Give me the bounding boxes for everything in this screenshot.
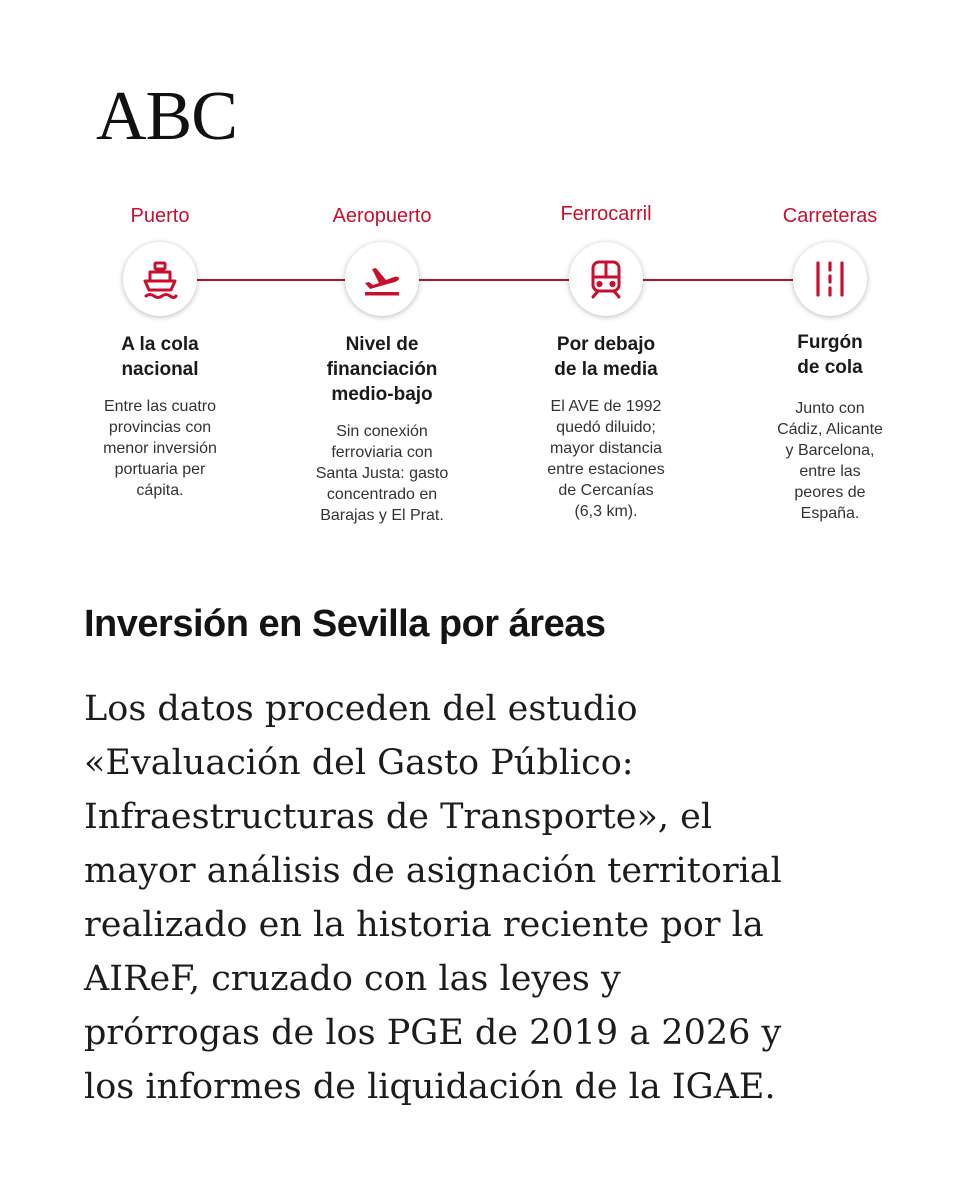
stage-heading: A la cola nacional	[121, 334, 199, 380]
stage-title: Puerto	[130, 205, 190, 227]
stage-title: Carreteras	[782, 205, 878, 227]
stage-heading: Nivel de financiación medio-bajo	[326, 334, 438, 405]
transport-timeline	[70, 190, 890, 570]
stage-aeropuerto	[292, 190, 472, 526]
ship-icon	[138, 257, 182, 301]
plane-takeoff-icon	[360, 257, 404, 301]
body-line: Infraestructuras de Transporte», el	[84, 797, 713, 837]
body-line: Los datos proceden del estudio	[84, 689, 638, 729]
stage-description: Junto con Cádiz, Alicante y Barcelona, entre las peores de España.	[777, 400, 883, 522]
stage-carreteras	[740, 190, 920, 524]
stage-icon-circle	[345, 242, 419, 316]
stage-puerto	[70, 190, 250, 501]
abc-logo: ABC	[96, 78, 237, 155]
stage-icon-circle	[123, 242, 197, 316]
road-icon	[808, 257, 852, 301]
stage-icon-circle	[793, 242, 867, 316]
body-line: prórrogas de los PGE de 2019 a 2026 y	[84, 1013, 782, 1053]
train-icon	[584, 257, 628, 301]
stage-title: Aeropuerto	[332, 205, 432, 227]
stage-title: Ferrocarril	[560, 203, 652, 225]
article-body	[84, 682, 884, 1114]
body-line: mayor análisis de asignación territorial	[84, 851, 782, 891]
stage-heading: Por debajo de la media	[554, 334, 658, 380]
section-title: Inversión en Sevilla por áreas	[84, 603, 606, 645]
stage-icon-circle	[569, 242, 643, 316]
stage-description: Sin conexión ferroviaria con Santa Justa: gasto concentrado en Barajas y El Prat.	[315, 423, 449, 524]
stage-description: Entre las cuatro provincias con menor inversión portuaria per cápita.	[103, 398, 217, 499]
stage-ferrocarril	[516, 190, 696, 522]
stage-description: El AVE de 1992 quedó diluido; mayor distancia entre estaciones de Cercanías (6,3 km).	[547, 398, 665, 520]
body-line: «Evaluación del Gasto Público:	[84, 743, 634, 783]
body-line: los informes de liquidación de la IGAE.	[84, 1067, 776, 1107]
stage-heading: Furgón de cola	[797, 332, 863, 378]
body-line: AIReF, cruzado con las leyes y	[84, 959, 621, 999]
body-line: realizado en la historia reciente por la	[84, 905, 764, 945]
